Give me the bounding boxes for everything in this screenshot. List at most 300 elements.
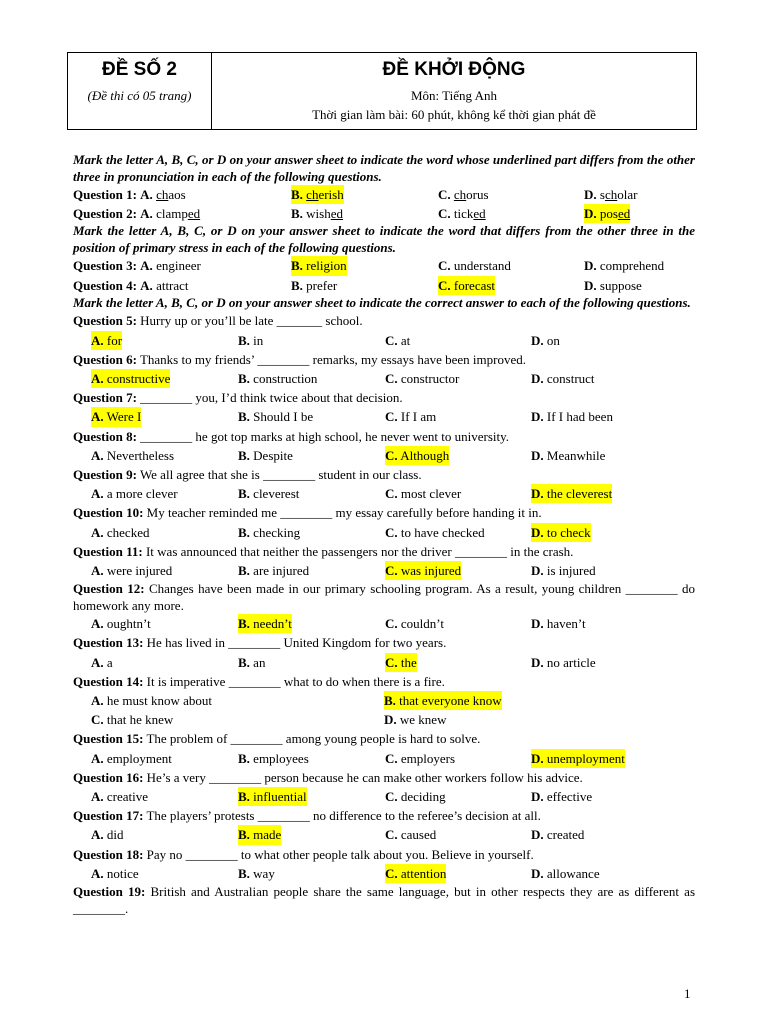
option-letter: B. bbox=[238, 562, 250, 578]
option-text: effective bbox=[546, 788, 593, 804]
option-text: for bbox=[106, 332, 123, 348]
option-text: forecast bbox=[453, 277, 496, 293]
option-text: religion bbox=[306, 258, 347, 274]
question-13 bbox=[73, 633, 695, 671]
option-text: tick bbox=[453, 206, 474, 222]
option-letter: B. bbox=[238, 524, 250, 540]
question-label: Question 16: bbox=[73, 769, 144, 785]
option-d[interactable] bbox=[584, 185, 637, 204]
option-text: constructive bbox=[106, 370, 171, 386]
option-text: caused bbox=[400, 827, 437, 843]
option-letter: B. bbox=[238, 865, 250, 881]
option-a[interactable] bbox=[91, 407, 141, 426]
question-11 bbox=[73, 542, 695, 580]
question-stem: Hurry up or you’ll be late _______ school. bbox=[140, 313, 363, 329]
exam-title: ĐỀ KHỞI ĐỘNG bbox=[382, 59, 526, 80]
question-label: Question 7: bbox=[73, 390, 137, 406]
option-a[interactable] bbox=[91, 446, 174, 465]
option-text: no article bbox=[546, 654, 596, 670]
option-letter: B. bbox=[384, 692, 396, 708]
option-text: employees bbox=[253, 750, 309, 766]
option-text: deciding bbox=[400, 788, 446, 804]
option-letter: A. bbox=[91, 332, 104, 348]
option-text: unemployment bbox=[546, 750, 625, 766]
option-a[interactable] bbox=[91, 484, 178, 503]
options-row bbox=[73, 710, 695, 729]
option-letter: B. bbox=[291, 277, 303, 293]
option-d[interactable] bbox=[531, 523, 591, 542]
exam-code: ĐỀ SỐ 2 bbox=[102, 59, 177, 80]
option-d[interactable] bbox=[531, 864, 600, 883]
option-text: employment bbox=[106, 750, 172, 766]
option-d[interactable] bbox=[584, 276, 642, 295]
option-c[interactable] bbox=[385, 561, 461, 580]
option-letter: A. bbox=[140, 206, 153, 222]
option-letter: D. bbox=[531, 827, 544, 843]
option-d[interactable] bbox=[531, 369, 595, 388]
option-b[interactable] bbox=[238, 787, 307, 806]
option-a[interactable] bbox=[91, 369, 170, 388]
option-d[interactable] bbox=[531, 407, 613, 426]
page-number: 1 bbox=[684, 986, 691, 1001]
question-stem-line bbox=[73, 633, 695, 652]
option-letter: B. bbox=[238, 788, 250, 804]
option-b[interactable] bbox=[291, 185, 344, 204]
underlined-part: ed bbox=[330, 206, 344, 222]
question-15 bbox=[73, 729, 695, 767]
underlined-part: ed bbox=[473, 206, 486, 222]
option-a[interactable] bbox=[91, 825, 124, 844]
option-letter: C. bbox=[385, 654, 398, 670]
option-c[interactable] bbox=[385, 749, 455, 768]
option-letter: C. bbox=[91, 712, 104, 728]
question-4 bbox=[73, 276, 695, 295]
question-label: Question 17: bbox=[73, 808, 144, 824]
option-c[interactable] bbox=[385, 331, 410, 350]
option-letter: B. bbox=[291, 258, 303, 274]
option-text: that he knew bbox=[106, 712, 174, 728]
question-label: Question 9: bbox=[73, 466, 137, 482]
question-stem: The players’ protests ________ no difference to the referee’s decision at all. bbox=[146, 808, 541, 824]
option-letter: D. bbox=[384, 712, 397, 728]
option-c[interactable] bbox=[438, 276, 495, 295]
option-letter: A. bbox=[91, 370, 104, 386]
underlined-part: ch bbox=[306, 187, 319, 202]
exam-time: Thời gian làm bài: 60 phút, không kể thời gian phát đề bbox=[312, 107, 596, 122]
option-text: clamp bbox=[156, 206, 188, 222]
option-d[interactable] bbox=[531, 331, 560, 350]
option-text: was injured bbox=[400, 562, 462, 578]
question-label: Question 10: bbox=[73, 505, 144, 521]
option-b[interactable] bbox=[291, 276, 337, 295]
options-row bbox=[73, 749, 695, 768]
exam-code-cell bbox=[68, 53, 212, 129]
option-text: engineer bbox=[156, 258, 201, 274]
question-stem: British and Australian people share the same language, but in other respects they are as different as ________. bbox=[73, 884, 696, 916]
option-d[interactable] bbox=[531, 484, 612, 503]
option-text: attract bbox=[156, 277, 189, 293]
option-b[interactable] bbox=[291, 256, 347, 275]
options-row bbox=[73, 614, 695, 633]
option-letter: B. bbox=[238, 447, 250, 463]
option-text: that everyone know bbox=[399, 692, 502, 708]
question-stem: He’s a very ________ person because he can make other workers follow his advice. bbox=[146, 769, 583, 785]
option-letter: C. bbox=[385, 865, 398, 881]
option-a[interactable] bbox=[140, 278, 188, 293]
option-text: suppose bbox=[599, 277, 642, 293]
option-letter: C. bbox=[385, 447, 398, 463]
option-b[interactable] bbox=[238, 561, 309, 580]
question-14 bbox=[73, 672, 695, 730]
option-text: prefer bbox=[306, 277, 338, 293]
option-letter: D. bbox=[584, 277, 597, 293]
options-row bbox=[73, 864, 695, 883]
question-stem: ________ he got top marks at high school, he never went to university. bbox=[140, 428, 510, 444]
question-6 bbox=[73, 350, 695, 388]
option-a[interactable] bbox=[91, 331, 122, 350]
option-letter: C. bbox=[438, 206, 451, 222]
option-letter: B. bbox=[238, 616, 250, 632]
option-text: If I had been bbox=[546, 409, 613, 425]
option-letter: A. bbox=[91, 788, 104, 804]
options-row bbox=[73, 331, 695, 350]
option-letter: D. bbox=[531, 562, 544, 578]
pages-note: (Đề thi có 05 trang) bbox=[87, 88, 192, 103]
option-text: influential bbox=[253, 788, 307, 804]
question-stem-line bbox=[73, 672, 695, 691]
question-10 bbox=[73, 503, 695, 541]
option-text: Although bbox=[400, 447, 450, 463]
option-text: construct bbox=[546, 370, 595, 386]
option-text: wish bbox=[306, 206, 331, 222]
option-d[interactable] bbox=[531, 787, 592, 806]
option-letter: C. bbox=[385, 332, 398, 348]
option-b[interactable] bbox=[238, 749, 309, 768]
option-text: s bbox=[599, 187, 605, 202]
option-b[interactable] bbox=[238, 523, 300, 542]
option-c[interactable] bbox=[385, 369, 459, 388]
section-instruction: Mark the letter A, B, C, or D on your answer sheet to indicate the word that differs from the other three in the position of primary stress in each of the following questions. bbox=[73, 223, 695, 255]
option-letter: C. bbox=[385, 827, 398, 843]
option-letter: A. bbox=[91, 750, 104, 766]
option-letter: D. bbox=[531, 486, 544, 502]
option-d[interactable] bbox=[531, 653, 596, 672]
option-letter: C. bbox=[438, 187, 451, 202]
option-text: in bbox=[253, 332, 264, 348]
option-letter: A. bbox=[140, 187, 153, 202]
option-letter: D. bbox=[531, 616, 544, 632]
option-letter: D. bbox=[531, 332, 544, 348]
option-text: Meanwhile bbox=[546, 447, 606, 463]
option-a[interactable] bbox=[91, 749, 172, 768]
question-stem-line bbox=[73, 350, 695, 369]
option-a[interactable] bbox=[91, 653, 113, 672]
option-letter: D. bbox=[531, 654, 544, 670]
option-b[interactable] bbox=[238, 369, 317, 388]
question-5 bbox=[73, 311, 695, 349]
option-letter: B. bbox=[238, 370, 250, 386]
options-row bbox=[73, 523, 695, 542]
option-text: haven’t bbox=[546, 616, 586, 632]
option-text: to check bbox=[546, 524, 591, 540]
option-d[interactable] bbox=[531, 561, 596, 580]
option-c[interactable] bbox=[385, 614, 444, 633]
option-c[interactable] bbox=[385, 484, 461, 503]
question-9 bbox=[73, 465, 695, 503]
options-row bbox=[73, 407, 695, 426]
question-12 bbox=[73, 580, 695, 633]
option-text: an bbox=[253, 654, 266, 670]
option-text: checking bbox=[253, 524, 301, 540]
question-stem-line bbox=[73, 427, 695, 446]
option-d[interactable] bbox=[531, 446, 605, 465]
option-d[interactable] bbox=[584, 204, 630, 223]
question-7 bbox=[73, 388, 695, 426]
option-text: orus bbox=[466, 187, 489, 202]
option-a[interactable] bbox=[91, 691, 212, 710]
option-letter: B. bbox=[291, 206, 303, 222]
option-text: couldn’t bbox=[400, 616, 444, 632]
question-stem-line bbox=[73, 729, 695, 748]
option-letter: D. bbox=[584, 187, 597, 202]
underlined-part: ch bbox=[453, 187, 467, 202]
exam-title-cell bbox=[212, 53, 696, 129]
option-text: did bbox=[106, 827, 124, 843]
question-label: Question 14: bbox=[73, 673, 144, 689]
option-letter: C. bbox=[385, 486, 398, 502]
option-text: needn’t bbox=[253, 616, 292, 632]
option-text: understand bbox=[453, 258, 511, 274]
option-a[interactable] bbox=[140, 258, 201, 273]
option-c[interactable] bbox=[91, 710, 173, 729]
option-text: are injured bbox=[253, 562, 310, 578]
options-row bbox=[73, 446, 695, 465]
option-text: Were I bbox=[106, 409, 142, 425]
option-text: a bbox=[106, 654, 113, 670]
options-row bbox=[73, 787, 695, 806]
option-a[interactable] bbox=[156, 206, 200, 221]
option-letter: A. bbox=[140, 277, 153, 293]
question-3 bbox=[73, 256, 695, 275]
option-b[interactable] bbox=[238, 446, 293, 465]
option-letter: A. bbox=[91, 447, 104, 463]
option-text: at bbox=[400, 332, 411, 348]
question-stem-line bbox=[73, 311, 695, 330]
option-text: we knew bbox=[399, 712, 447, 728]
option-text: olar bbox=[617, 187, 638, 202]
option-b[interactable] bbox=[291, 204, 343, 223]
questions-body bbox=[73, 152, 695, 917]
options-row bbox=[73, 825, 695, 844]
option-text: Despite bbox=[253, 447, 293, 463]
question-8 bbox=[73, 427, 695, 465]
question-label: Question 15: bbox=[73, 731, 144, 747]
option-b[interactable] bbox=[238, 331, 263, 350]
question-stem: He has lived in ________ United Kingdom for two years. bbox=[146, 635, 447, 651]
option-d[interactable] bbox=[531, 825, 584, 844]
option-letter: B. bbox=[238, 409, 250, 425]
option-c[interactable] bbox=[385, 787, 446, 806]
option-d[interactable] bbox=[531, 749, 625, 768]
option-letter: B. bbox=[238, 332, 250, 348]
option-letter: D. bbox=[531, 865, 544, 881]
question-stem-line bbox=[73, 465, 695, 484]
option-letter: C. bbox=[385, 788, 398, 804]
option-text: pos bbox=[599, 206, 618, 222]
option-a[interactable] bbox=[91, 787, 148, 806]
option-a[interactable] bbox=[91, 523, 149, 542]
option-c[interactable] bbox=[385, 825, 436, 844]
options-row bbox=[73, 691, 695, 710]
question-label: Question 5: bbox=[73, 313, 137, 329]
option-text: creative bbox=[106, 788, 149, 804]
question-stem: We all agree that she is ________ student in our class. bbox=[139, 466, 422, 482]
option-text: aos bbox=[168, 187, 186, 202]
option-letter: D. bbox=[531, 788, 544, 804]
option-text: the cleverest bbox=[546, 486, 613, 502]
option-letter: C. bbox=[438, 277, 451, 293]
option-letter: D. bbox=[531, 750, 544, 766]
option-letter: C. bbox=[385, 616, 398, 632]
option-text: Should I be bbox=[253, 409, 314, 425]
question-label: Question 19: bbox=[73, 884, 146, 899]
option-letter: D. bbox=[531, 370, 544, 386]
question-16 bbox=[73, 768, 695, 806]
option-text: on bbox=[546, 332, 560, 348]
options-row bbox=[73, 369, 695, 388]
option-b[interactable] bbox=[238, 864, 275, 883]
option-letter: C. bbox=[385, 409, 398, 425]
question-label: Question 4: bbox=[73, 277, 137, 293]
option-b[interactable] bbox=[238, 407, 313, 426]
option-text: If I am bbox=[400, 409, 437, 425]
option-text: cleverest bbox=[253, 486, 300, 502]
option-text: the bbox=[400, 654, 417, 670]
option-letter: D. bbox=[531, 409, 544, 425]
option-text: erish bbox=[318, 187, 344, 202]
question-stem-line bbox=[73, 768, 695, 787]
option-d[interactable] bbox=[531, 614, 586, 633]
option-a[interactable] bbox=[91, 561, 172, 580]
option-c[interactable] bbox=[385, 864, 446, 883]
option-d[interactable] bbox=[384, 710, 446, 729]
option-text: were injured bbox=[106, 562, 173, 578]
question-stem: Pay no ________ to what other people talk about you. Believe in yourself. bbox=[146, 846, 534, 862]
option-text: is injured bbox=[546, 562, 596, 578]
question-2 bbox=[73, 204, 695, 223]
option-letter: C. bbox=[385, 562, 398, 578]
option-letter: C. bbox=[385, 524, 398, 540]
option-letter: A. bbox=[91, 616, 104, 632]
option-letter: B. bbox=[238, 486, 250, 502]
question-stem-line bbox=[73, 845, 695, 864]
section-instruction: Mark the letter A, B, C, or D on your answer sheet to indicate the correct answer to each of the following questions. bbox=[73, 294, 691, 310]
option-text: way bbox=[253, 865, 275, 881]
option-a[interactable] bbox=[156, 187, 186, 202]
options-row bbox=[73, 484, 695, 503]
option-text: most clever bbox=[400, 486, 462, 502]
question-label: Question 12: bbox=[73, 581, 145, 597]
option-d[interactable] bbox=[584, 256, 664, 275]
option-a[interactable] bbox=[91, 614, 151, 633]
option-letter: A. bbox=[140, 258, 153, 274]
option-b[interactable] bbox=[384, 691, 502, 710]
option-c[interactable] bbox=[385, 653, 417, 672]
option-b[interactable] bbox=[238, 653, 265, 672]
question-17 bbox=[73, 806, 695, 844]
option-text: checked bbox=[106, 524, 150, 540]
question-stem-line bbox=[73, 503, 695, 522]
option-text: constructor bbox=[400, 370, 460, 386]
underlined-part: ed bbox=[617, 206, 631, 222]
question-stem: It is imperative ________ what to do when there is a fire. bbox=[146, 673, 445, 689]
option-letter: B. bbox=[238, 654, 250, 670]
option-text: allowance bbox=[546, 865, 600, 881]
option-text: a more clever bbox=[106, 486, 178, 502]
options-row bbox=[73, 561, 695, 580]
option-text: to have checked bbox=[400, 524, 485, 540]
option-letter: A. bbox=[91, 654, 104, 670]
underlined-part: ch bbox=[604, 187, 618, 202]
option-c[interactable] bbox=[385, 407, 436, 426]
exam-subject: Môn: Tiếng Anh bbox=[411, 88, 497, 103]
question-label: Question 3: bbox=[73, 258, 137, 274]
option-letter: D. bbox=[584, 206, 597, 222]
option-c[interactable] bbox=[385, 446, 449, 465]
option-text: he must know about bbox=[106, 692, 212, 708]
option-a[interactable] bbox=[91, 864, 139, 883]
option-letter: B. bbox=[238, 827, 250, 843]
question-stem: ________ you, I’d think twice about that decision. bbox=[140, 390, 403, 406]
option-letter: D. bbox=[531, 447, 544, 463]
question-label: Question 18: bbox=[73, 846, 144, 862]
option-c[interactable] bbox=[438, 185, 489, 204]
option-letter: A. bbox=[91, 562, 104, 578]
question-stem-line bbox=[73, 580, 695, 614]
underlined-part: ed bbox=[187, 206, 201, 222]
question-stem-line bbox=[73, 806, 695, 825]
option-letter: C. bbox=[385, 370, 398, 386]
option-text: oughtn’t bbox=[106, 616, 151, 632]
option-c[interactable] bbox=[438, 204, 486, 223]
question-stem-line bbox=[73, 542, 695, 561]
question-stem-line bbox=[73, 388, 695, 407]
underlined-part: ch bbox=[156, 187, 169, 202]
option-c[interactable] bbox=[438, 256, 511, 275]
question-18 bbox=[73, 845, 695, 883]
option-text: employers bbox=[400, 750, 456, 766]
section-instruction: Mark the letter A, B, C, or D on your answer sheet to indicate the word whose underlined part differs from the other three in pronunciation in each of the following questions. bbox=[73, 152, 695, 184]
option-text: notice bbox=[106, 865, 139, 881]
option-letter: D. bbox=[531, 524, 544, 540]
question-stem: Thanks to my friends’ ________ remarks, my essays have been improved. bbox=[139, 351, 526, 367]
option-letter: A. bbox=[91, 692, 104, 708]
question-label: Question 11: bbox=[73, 543, 143, 559]
option-text: construction bbox=[253, 370, 318, 386]
option-b[interactable] bbox=[238, 484, 299, 503]
option-letter: C. bbox=[438, 258, 451, 274]
option-c[interactable] bbox=[385, 523, 485, 542]
option-text: attention bbox=[400, 865, 447, 881]
option-letter: A. bbox=[91, 486, 104, 502]
option-letter: A. bbox=[91, 827, 104, 843]
option-b[interactable] bbox=[238, 614, 292, 633]
option-letter: B. bbox=[238, 750, 250, 766]
options-row bbox=[73, 653, 695, 672]
exam-header-table bbox=[67, 52, 697, 130]
option-b[interactable] bbox=[238, 825, 281, 844]
question-label: Question 2: bbox=[73, 206, 137, 222]
